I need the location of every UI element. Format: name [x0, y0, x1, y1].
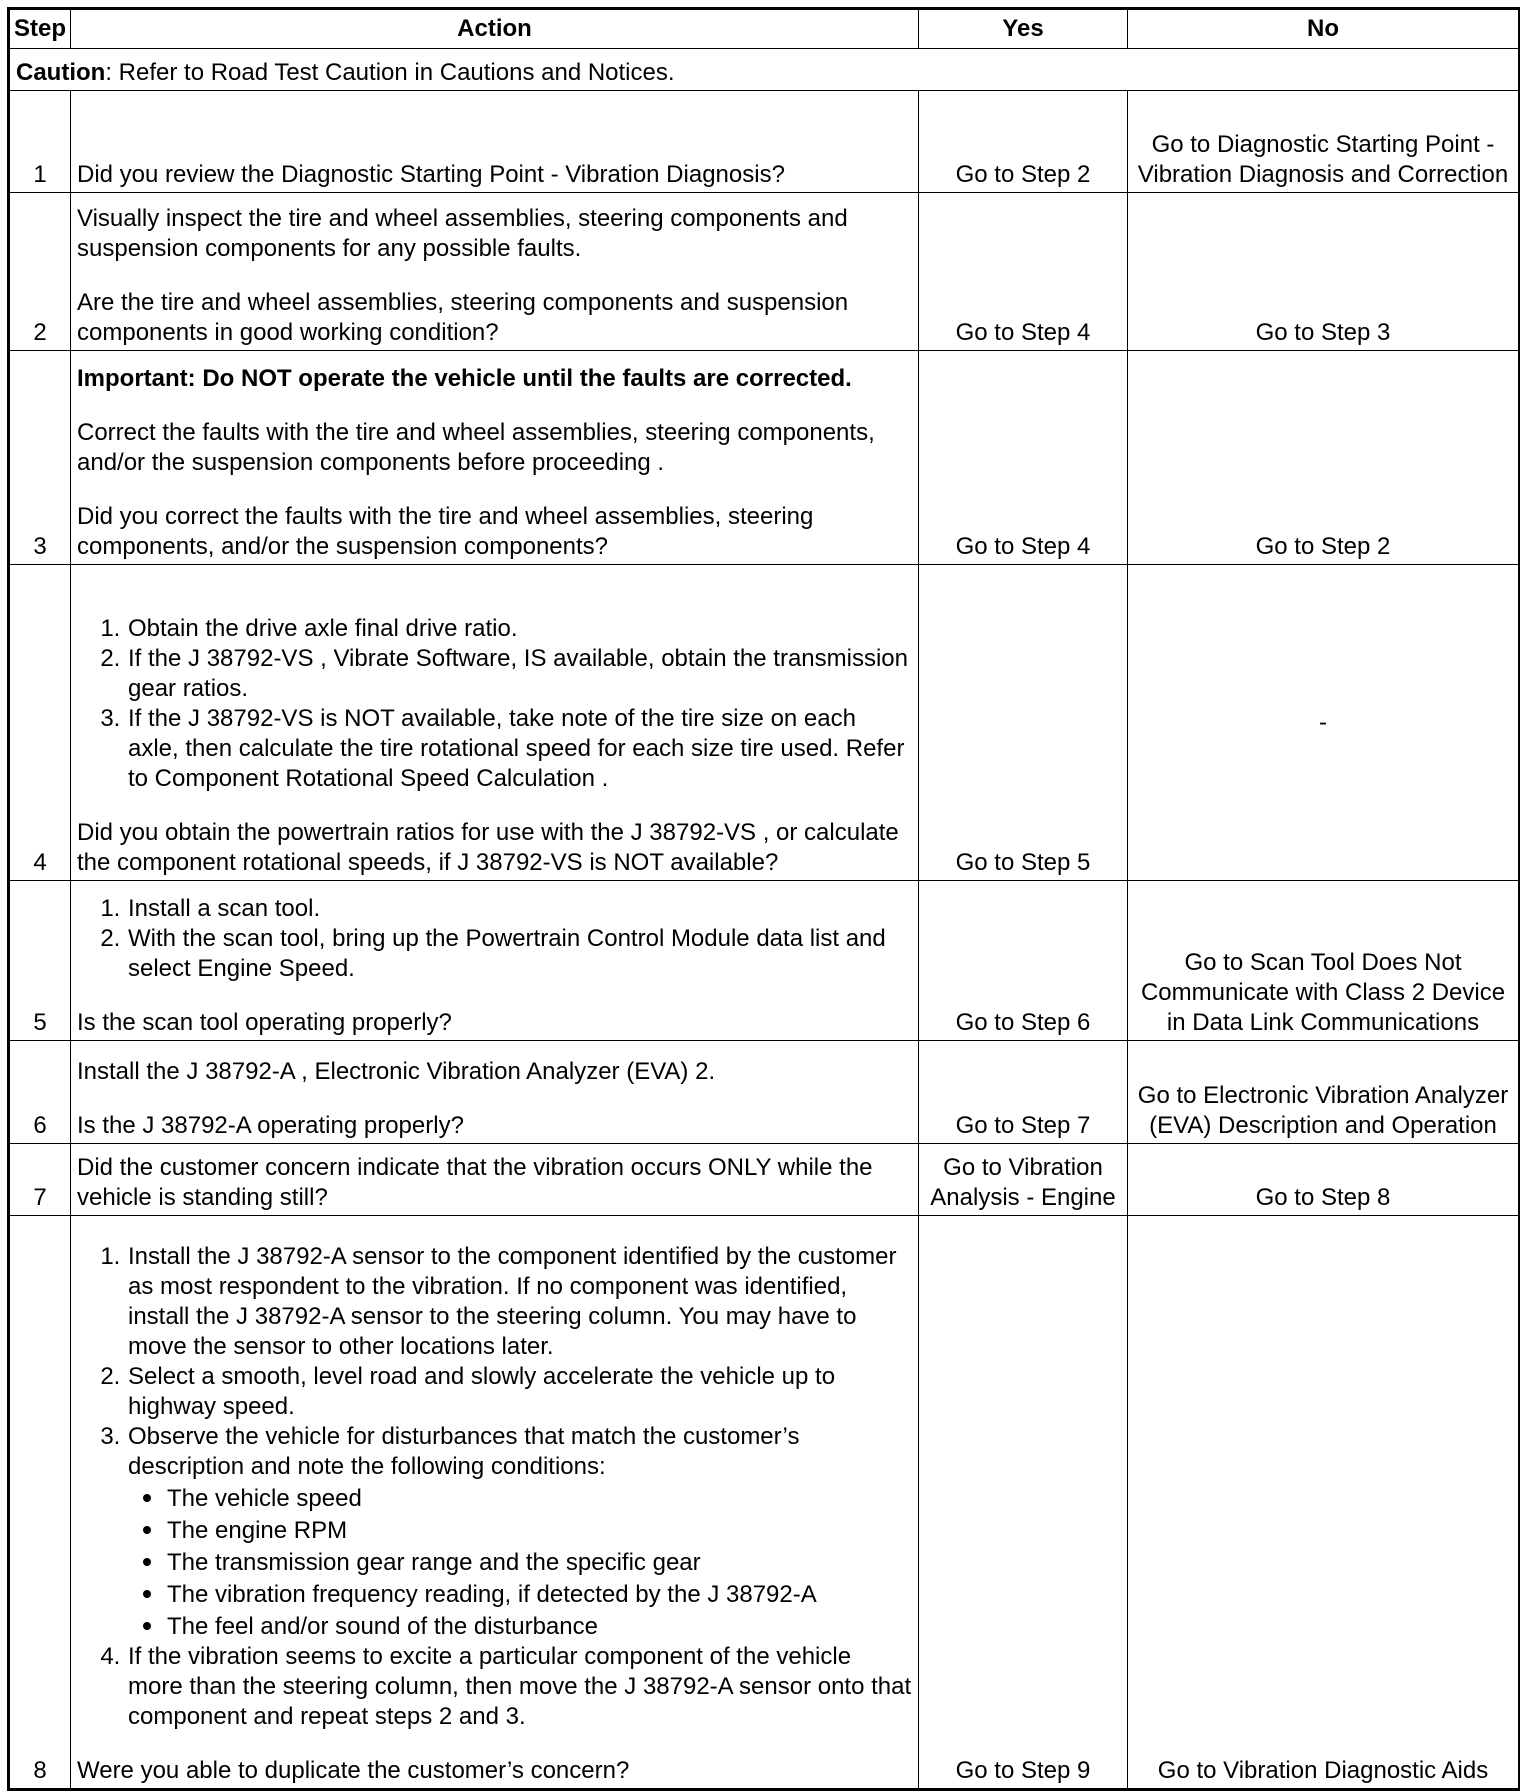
- header-no: No: [1128, 9, 1520, 49]
- caution-label: Caution: [16, 59, 106, 86]
- table-row: [9, 881, 1520, 1041]
- step-number: 7: [9, 1144, 71, 1216]
- action-cell: [71, 1144, 919, 1216]
- action-question: Did you review the Diagnostic Starting Point - Vibration Diagnosis?: [77, 161, 785, 188]
- table-row: [9, 565, 1520, 881]
- yes-cell: Go to Vibration Analysis - Engine: [919, 1144, 1128, 1216]
- action-cell: [71, 881, 919, 1041]
- conditions-list: [128, 1482, 912, 1642]
- caution-cell: [9, 49, 1520, 91]
- diagnostic-table: [7, 7, 1520, 1791]
- action-question: Did you correct the faults with the tire and wheel assemblies, steering components, and/or the suspension components?: [77, 503, 814, 560]
- procedure-item: 1. Install the J 38792-A sensor to the component identified by the customer as most respondent to the vibration. If no component was identified, install the J 38792-A sensor to the steering column. You may have to move the sensor to other locations later.: [127, 1242, 912, 1362]
- procedure-list: [77, 614, 912, 794]
- yes-cell: Go to Step 9: [919, 1216, 1128, 1790]
- action-cell: [71, 91, 919, 193]
- action-cell: [71, 1041, 919, 1144]
- action-text: Install the J 38792-A , Electronic Vibration Analyzer (EVA) 2.: [77, 1058, 716, 1085]
- condition-item: • The engine RPM: [166, 1514, 912, 1546]
- procedure-item: 1. Install a scan tool.: [127, 894, 912, 924]
- procedure-item-text: Observe the vehicle for disturbances that match the customer’s description and note the following conditions:: [128, 1423, 800, 1480]
- no-cell: Go to Step 8: [1128, 1144, 1520, 1216]
- caution-row: [9, 49, 1520, 91]
- step-number: 8: [9, 1216, 71, 1790]
- procedure-item: 2. If the J 38792-VS , Vibrate Software, IS available, obtain the transmission gear ratios.: [127, 644, 912, 704]
- action-question: Did you obtain the powertrain ratios for use with the J 38792-VS , or calculate the component rotational speeds, if J 38792-VS is NOT available?: [77, 819, 899, 876]
- action-question: Did the customer concern indicate that the vibration occurs ONLY while the vehicle is standing still?: [77, 1154, 873, 1211]
- yes-cell: Go to Step 2: [919, 91, 1128, 193]
- table-row: [9, 1041, 1520, 1144]
- header-yes: Yes: [919, 9, 1128, 49]
- yes-cell: Go to Step 4: [919, 193, 1128, 351]
- action-text: Correct the faults with the tire and wheel assemblies, steering components, and/or the suspension components before proceeding .: [77, 419, 875, 476]
- action-cell: [71, 1216, 919, 1790]
- action-question: Were you able to duplicate the customer’s concern?: [77, 1757, 630, 1784]
- step-number: 2: [9, 193, 71, 351]
- procedure-item: 1. Obtain the drive axle final drive ratio.: [127, 614, 912, 644]
- yes-cell: Go to Step 5: [919, 565, 1128, 881]
- procedure-list: [77, 1242, 912, 1732]
- table-row: [9, 1144, 1520, 1216]
- condition-item: • The vehicle speed: [166, 1482, 912, 1514]
- action-cell: [71, 565, 919, 881]
- condition-item: • The feel and/or sound of the disturbance: [166, 1610, 912, 1642]
- table-row: [9, 91, 1520, 193]
- procedure-item: [127, 1422, 912, 1642]
- no-cell: Go to Vibration Diagnostic Aids: [1128, 1216, 1520, 1790]
- action-text: Visually inspect the tire and wheel assemblies, steering components and suspension components for any possible faults.: [77, 205, 848, 262]
- table-row: [9, 351, 1520, 565]
- procedure-item: 2. Select a smooth, level road and slowly accelerate the vehicle up to highway speed.: [127, 1362, 912, 1422]
- important-note: Important: Do NOT operate the vehicle until the faults are corrected.: [77, 365, 852, 392]
- header-action: Action: [71, 9, 919, 49]
- no-cell: Go to Diagnostic Starting Point - Vibration Diagnosis and Correction: [1128, 91, 1520, 193]
- no-cell: Go to Step 2: [1128, 351, 1520, 565]
- step-number: 6: [9, 1041, 71, 1144]
- step-number: 1: [9, 91, 71, 193]
- no-cell: Go to Scan Tool Does Not Communicate with Class 2 Device in Data Link Communications: [1128, 881, 1520, 1041]
- action-question: Is the J 38792-A operating properly?: [77, 1112, 464, 1139]
- condition-item: • The vibration frequency reading, if detected by the J 38792-A: [166, 1578, 912, 1610]
- procedure-list: [77, 894, 912, 984]
- header-step: Step: [9, 9, 71, 49]
- procedure-item: 2. With the scan tool, bring up the Powertrain Control Module data list and select Engine Speed.: [127, 924, 912, 984]
- caution-text: : Refer to Road Test Caution in Cautions and Notices.: [105, 59, 675, 86]
- yes-cell: Go to Step 6: [919, 881, 1128, 1041]
- action-cell: [71, 193, 919, 351]
- step-number: 3: [9, 351, 71, 565]
- no-cell: Go to Electronic Vibration Analyzer (EVA) Description and Operation: [1128, 1041, 1520, 1144]
- action-cell: [71, 351, 919, 565]
- table-row: [9, 1216, 1520, 1790]
- no-cell: Go to Step 3: [1128, 193, 1520, 351]
- condition-item: • The transmission gear range and the specific gear: [166, 1546, 912, 1578]
- yes-cell: Go to Step 4: [919, 351, 1128, 565]
- procedure-item: 3. If the J 38792-VS is NOT available, take note of the tire size on each axle, then calculate the tire rotational speed for each size tire used. Refer to Component Rotational Speed Calculation .: [127, 704, 912, 794]
- header-row: [9, 9, 1520, 49]
- step-number: 5: [9, 881, 71, 1041]
- yes-cell: Go to Step 7: [919, 1041, 1128, 1144]
- step-number: 4: [9, 565, 71, 881]
- no-cell: -: [1128, 565, 1520, 881]
- action-question: Is the scan tool operating properly?: [77, 1009, 452, 1036]
- procedure-item: 4. If the vibration seems to excite a particular component of the vehicle more than the steering column, then move the J 38792-A sensor onto that component and repeat steps 2 and 3.: [127, 1642, 912, 1732]
- action-question: Are the tire and wheel assemblies, steering components and suspension components in good working condition?: [77, 289, 849, 346]
- table-row: [9, 193, 1520, 351]
